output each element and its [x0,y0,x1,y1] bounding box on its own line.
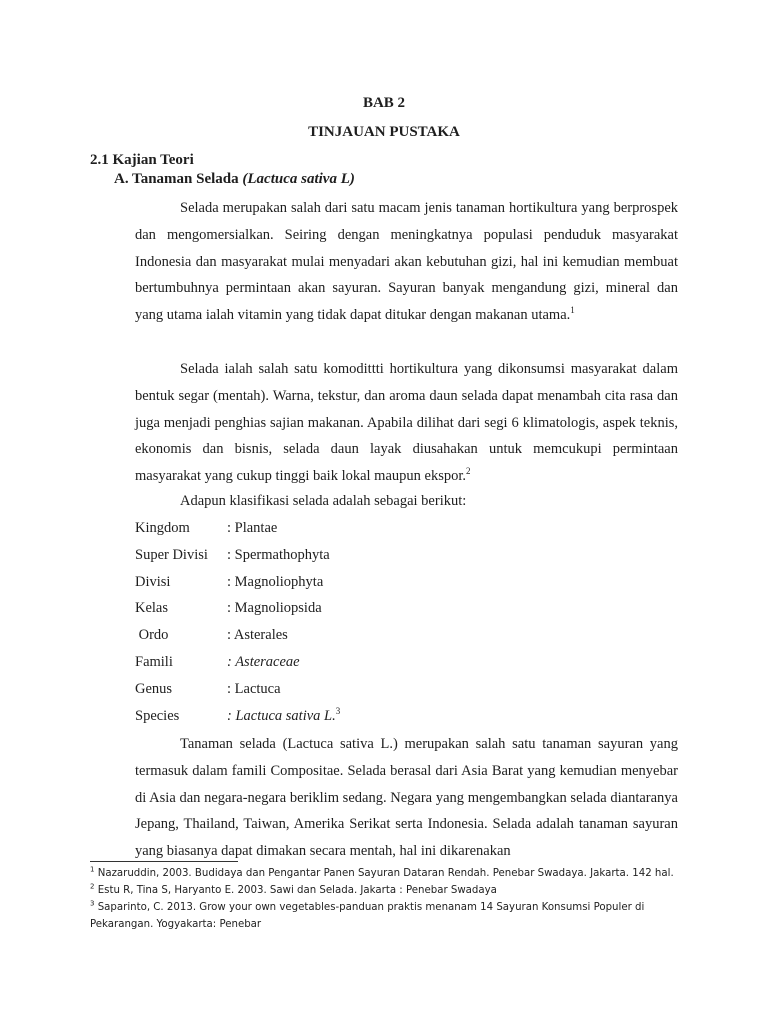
footnote-1 [90,865,680,882]
classification-row [135,542,340,569]
chapter-heading: BAB 2 [362,95,406,111]
classification-key: Famili [135,653,173,670]
footnote-text: Nazaruddin, 2003. Budidaya dan Pengantar Panen Sayuran Dataran Rendah. Penebar Swadaya. Jakarta. 142 hal. [94,868,674,879]
classification-value: : Lactuca [227,680,281,697]
classification-row [135,569,340,596]
classification-value: : Asteraceae [227,653,300,670]
footnote-number: 1 [90,865,95,874]
classification-list [135,515,340,729]
subsection-scientific-name: (Lactuca sativa L) [242,171,355,187]
classification-key: Kelas [135,600,169,617]
subsection-heading [114,171,355,188]
paragraph-intro-text: Selada merupakan salah dari satu macam jenis tanaman hortikultura yang berprospek dan mengomersialkan. Seiring dengan meningkatnya populasi penduduk masyarakat Indonesia dan masyarakat mulai menyadari akan kebutuhan gizi, hal ini kemudian membuat bertumbuhnya permintaan akan sayuran. Sayuran banyak mengandung gizi, mineral dan yang utama ialah vitamin yang tidak dapat ditukar dengan makanan utama. [135,200,678,324]
classification-key: Divisi [135,573,171,590]
footnote-3 [90,899,680,933]
classification-key: Kingdom [135,520,190,536]
footnote-ref-3[interactable]: 3 [335,705,341,716]
footnote-separator [90,861,238,862]
footnote-2 [90,882,680,899]
classification-row [135,595,340,622]
classification-value: : Magnoliopsida [227,600,322,617]
footnote-text: Estu R, Tina S, Haryanto E. 2003. Sawi dan Selada. Jakarta : Penebar Swadaya [94,885,497,896]
chapter-title: TINJAUAN PUSTAKA [308,124,460,140]
footnotes [90,865,680,933]
paragraph-commodity-text: Selada ialah salah satu komodittti hortikultura yang dikonsumsi masyarakat dalam bentuk segar (mentah). Warna, tekstur, dan aroma daun selada dapat menambah cita rasa dan juga menjadi penghias sajian makanan. Apabila dilihat dari segi 6 klimatologis, aspek teknis, ekonomis dan bisnis, selada daun layak diusahakan untuk memcukupi permintaan masyarakat yang cukup tinggi baik lokal maupun ekspor. [135,361,678,485]
paragraph-origin: Tanaman selada (Lactuca sativa L.) merupakan salah satu tanaman sayuran yang termasuk dalam famili Compositae. Selada berasal dari Asia Barat yang kemudian menyebar di Asia dan negara-negara beriklim sedang. Negara yang mengembangkan selada diantaranya Jepang, Thailand, Taiwan, Amerika Serikat serta Indonesia. Selada adalah tanaman sayuran yang biasanya dapat dimakan secara mentah, hal ini dikarenakan [135,736,678,860]
footnote-ref-2[interactable]: 2 [466,466,471,477]
paragraph-intro [135,195,678,329]
paragraph-commodity [135,356,678,490]
classification-value: : Spermathophyta [227,546,330,563]
footnote-number: 3 [90,899,95,908]
classification-key: Genus [135,680,173,697]
classification-key: Species [135,707,180,724]
classification-row [135,622,340,649]
subsection-label: A. Tanaman Selada [114,171,243,187]
footnote-text: Saparinto, C. 2013. Grow your own vegetables-panduan praktis menanam 14 Sayuran Konsumsi Populer di Pekarangan. Yogyakarta: Penebar [90,902,645,930]
classification-row [135,703,340,730]
classification-key: Super Divisi [135,546,208,563]
section-heading: 2.1 Kajian Teori [90,152,194,168]
classification-value: : Magnoliophyta [227,573,324,590]
classification-value: : Lactuca sativa L. [227,707,336,724]
classification-value: : Plantae [227,520,278,536]
paragraph-classification-intro: Adapun klasifikasi selada adalah sebagai berikut: [180,493,467,509]
classification-row [135,515,340,542]
footnote-number: 2 [90,882,95,891]
classification-row [135,649,340,676]
classification-key: Ordo [135,627,169,644]
footnote-ref-1[interactable]: 1 [570,305,575,316]
classification-value: : Asterales [227,627,288,644]
classification-row [135,676,340,703]
